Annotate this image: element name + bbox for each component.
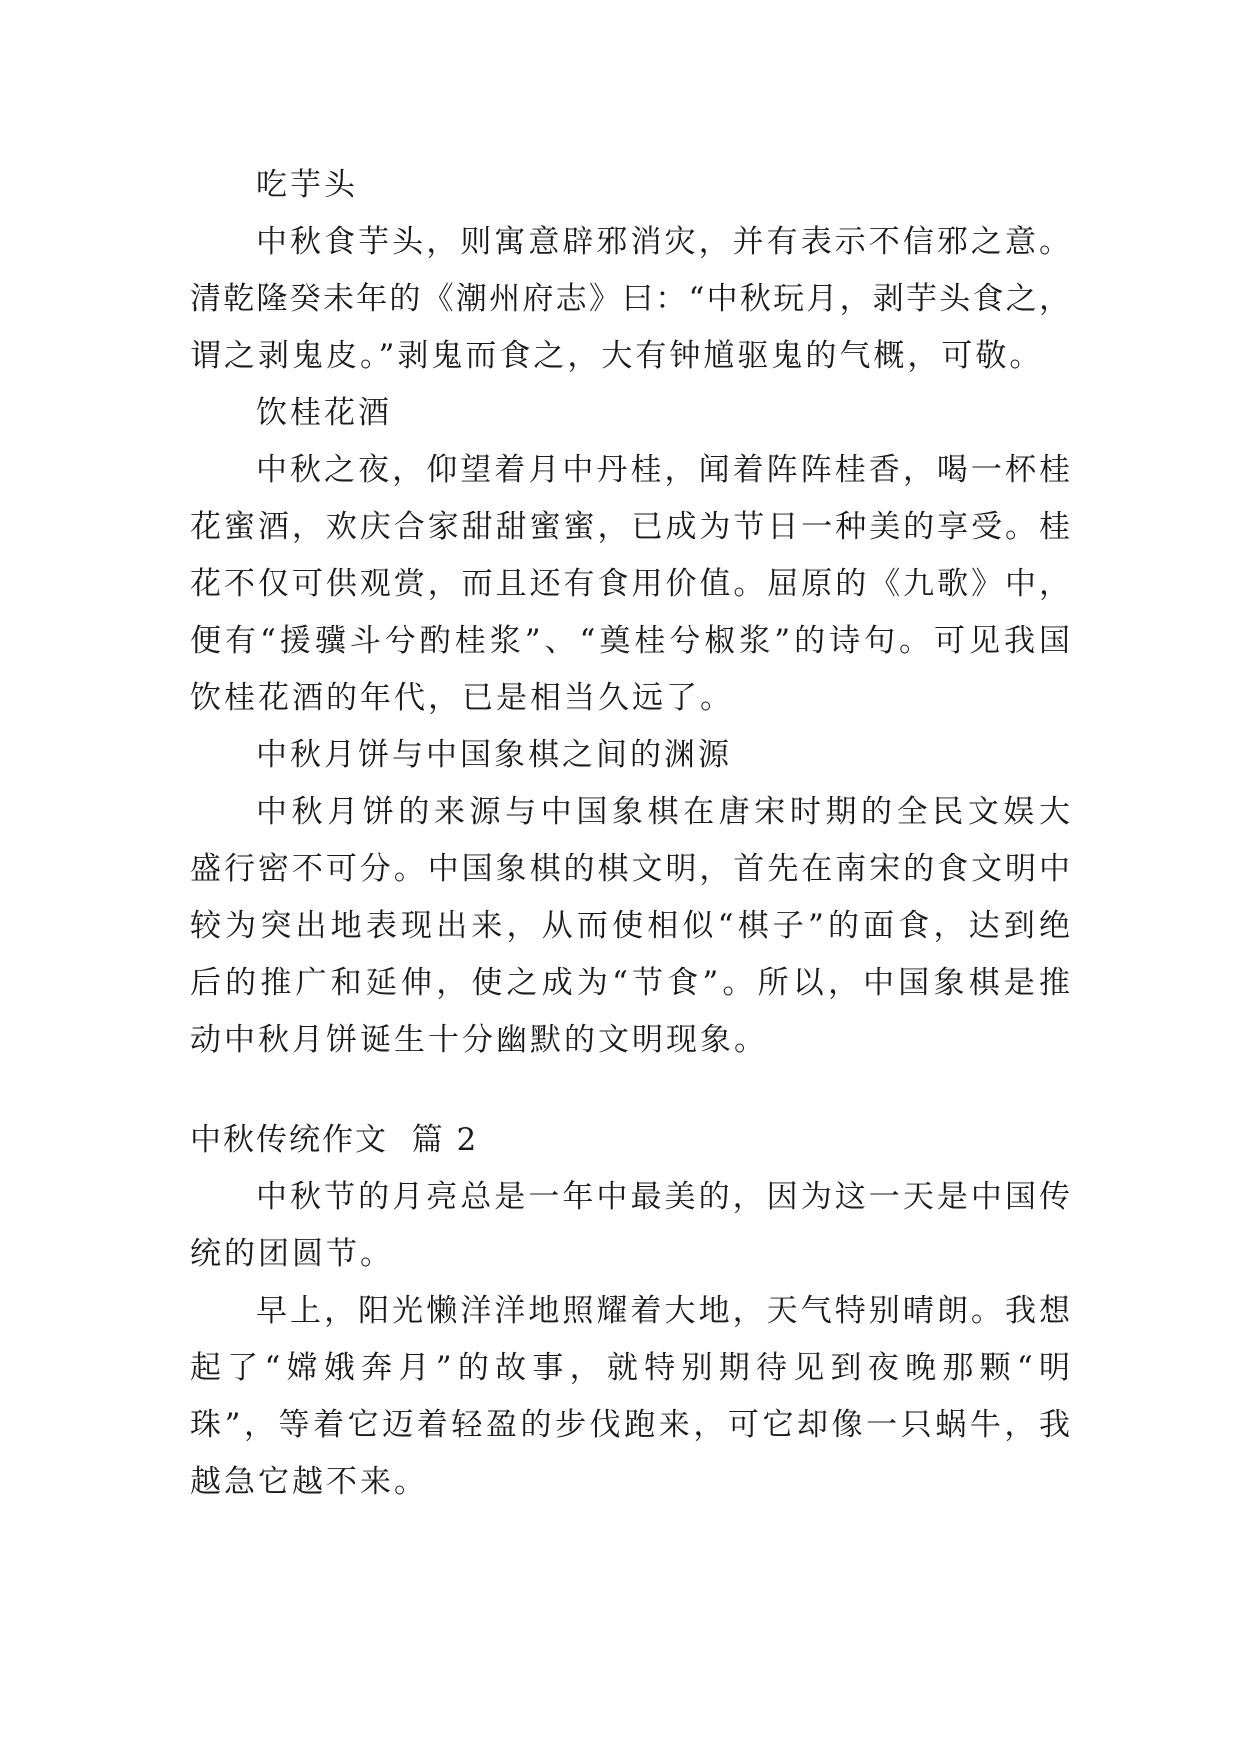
paragraph-line: 中秋节的月亮总是一年中最美的，因为这一天是中国传 xyxy=(256,1179,1070,1215)
paragraph-line: 动中秋月饼诞生十分幽默的文明现象。 xyxy=(190,1022,768,1058)
paragraph-line: 珠”，等着它迈着轻盈的步伐跑来，可它却像一只蜗牛，我 xyxy=(190,1407,1070,1443)
paragraph-line: 越急它越不来。 xyxy=(190,1464,428,1500)
paragraph-line: 饮桂花酒的年代，已是相当久远了。 xyxy=(190,680,734,716)
paragraph-line: 中秋食芋头，则寓意辟邪消灾，并有表示不信邪之意。 xyxy=(256,224,1070,260)
heading-mooncake-chess: 中秋月饼与中国象棋之间的渊源 xyxy=(256,737,732,773)
paragraph-line: 盛行密不可分。中国象棋的棋文明，首先在南宋的食文明中 xyxy=(190,851,1070,887)
paragraph-line: 早上，阳光懒洋洋地照耀着大地，天气特别晴朗。我想 xyxy=(256,1293,1070,1329)
paragraph-line: 清乾隆癸未年的《潮州府志》曰：“中秋玩月，剥芋头食之， xyxy=(190,281,1070,317)
paragraph-line: 花不仅可供观赏，而且还有食用价值。屈原的《九歌》中， xyxy=(190,566,1070,602)
paragraph-line: 起了“嫦娥奔月”的故事，就特别期待见到夜晚那颗“明 xyxy=(190,1350,1070,1386)
paragraph-line: 谓之剥鬼皮。”剥鬼而食之，大有钟馗驱鬼的气概，可敬。 xyxy=(190,338,1044,374)
paragraph-line: 花蜜酒，欢庆合家甜甜蜜蜜，已成为节日一种美的享受。桂 xyxy=(190,509,1070,545)
heading-osmanthus-wine: 饮桂花酒 xyxy=(256,395,392,431)
section-title: 中秋传统作文 篇 2 xyxy=(190,1122,479,1158)
heading-eat-taro: 吃芋头 xyxy=(256,167,358,203)
paragraph-line: 便有“援骥斗兮酌桂浆”、“奠桂兮椒浆”的诗句。可见我国 xyxy=(190,623,1070,659)
paragraph-line: 中秋之夜，仰望着月中丹桂，闻着阵阵桂香，喝一杯桂 xyxy=(256,452,1070,488)
paragraph-line: 统的团圆节。 xyxy=(190,1236,394,1272)
paragraph-line: 后的推广和延伸，使之成为“节食”。所以，中国象棋是推 xyxy=(190,965,1070,1001)
paragraph-line: 中秋月饼的来源与中国象棋在唐宋时期的全民文娱大 xyxy=(256,794,1070,830)
paragraph-line: 较为突出地表现出来，从而使相似“棋子”的面食，达到绝 xyxy=(190,908,1070,944)
